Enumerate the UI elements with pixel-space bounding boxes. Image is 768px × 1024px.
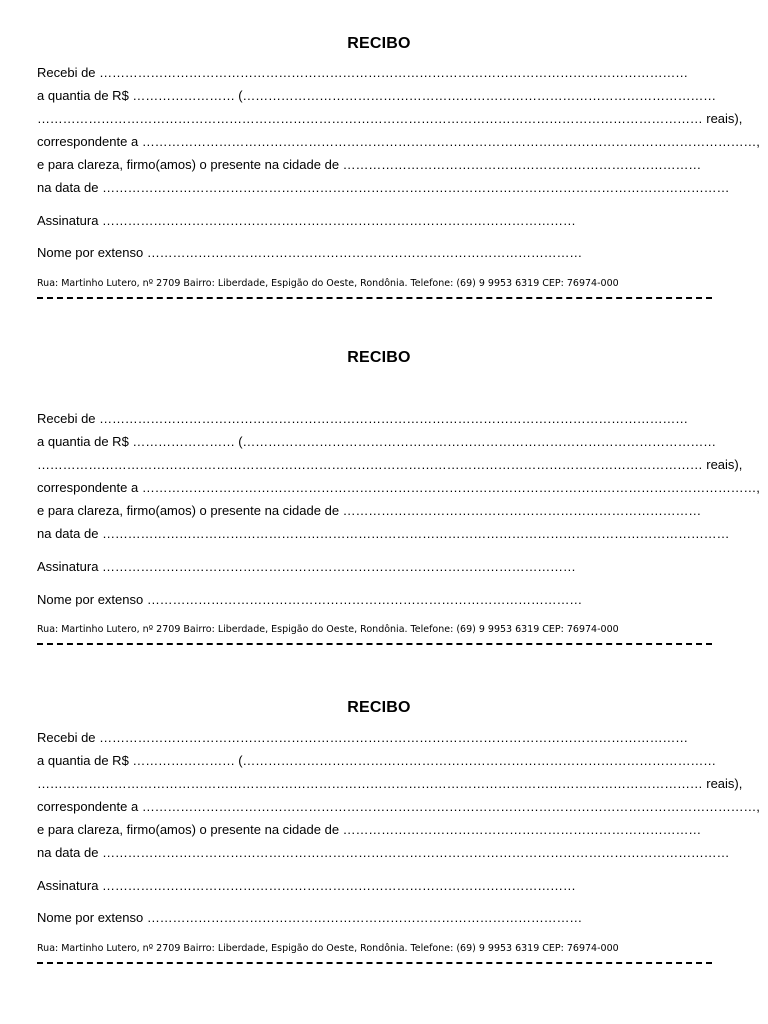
city-label: e para clareza, firmo(amos) o presente na cidade de (37, 822, 340, 837)
amount-label: a quantia de R$ (37, 88, 129, 103)
reais-suffix: reais), (706, 776, 743, 791)
signature-label: Assinatura (37, 559, 99, 574)
signature-line (37, 878, 576, 893)
corresponding-blank: ………………………………………………………………………………………………………………………………, (141, 480, 760, 495)
received-from-line (37, 65, 688, 80)
amount-words-line (37, 776, 742, 791)
cut-line-separator (37, 962, 712, 964)
address-footer: Rua: Martinho Lutero, nº 2709 Bairro: Liberdade, Espigão do Oeste, Rondônia. Telefone: (69) 9 9953 6319 CEP: 76974-000 (37, 943, 619, 954)
corresponding-blank: ………………………………………………………………………………………………………………………………, (141, 799, 760, 814)
full-name-label: Nome por extenso (37, 592, 144, 607)
full-name-line (37, 592, 582, 607)
reais-suffix: reais), (706, 457, 743, 472)
address-footer: Rua: Martinho Lutero, nº 2709 Bairro: Liberdade, Espigão do Oeste, Rondônia. Telefone: (69) 9 9953 6319 CEP: 76974-000 (37, 624, 619, 635)
receipt-title: RECIBO (347, 35, 411, 52)
receipt-title: RECIBO (347, 349, 411, 366)
received-from-blank: ………………………………………………………………………………………………………………………… (99, 411, 688, 426)
signature-line (37, 559, 576, 574)
amount-words-line (37, 457, 742, 472)
amount-words-blank: ………………………………………………………………………………………………………………………………………… (37, 457, 703, 472)
city-line (37, 503, 701, 518)
received-from-label: Recebi de (37, 411, 96, 426)
date-blank: ………………………………………………………………………………………………………………………………… (102, 180, 730, 195)
amount-line (37, 88, 716, 103)
received-from-blank: ………………………………………………………………………………………………………………………… (99, 65, 688, 80)
address-footer: Rua: Martinho Lutero, nº 2709 Bairro: Liberdade, Espigão do Oeste, Rondônia. Telefone: (69) 9 9953 6319 CEP: 76974-000 (37, 278, 619, 289)
amount-line (37, 434, 716, 449)
date-blank: ………………………………………………………………………………………………………………………………… (102, 845, 730, 860)
corresponding-blank: ………………………………………………………………………………………………………………………………, (141, 134, 760, 149)
corresponding-label: correspondente a (37, 799, 139, 814)
date-label: na data de (37, 526, 99, 541)
date-line (37, 526, 729, 541)
corresponding-line (37, 480, 760, 495)
signature-blank: ………………………………………………………………………………………………… (102, 213, 576, 228)
date-line (37, 845, 729, 860)
signature-blank: ………………………………………………………………………………………………… (102, 559, 576, 574)
received-from-line (37, 730, 688, 745)
full-name-line (37, 245, 582, 260)
signature-line (37, 213, 576, 228)
city-line (37, 822, 701, 837)
signature-label: Assinatura (37, 878, 99, 893)
received-from-label: Recebi de (37, 730, 96, 745)
amount-blank: …………………… (………………………………………………………………………………………………… (132, 753, 716, 768)
full-name-label: Nome por extenso (37, 245, 144, 260)
amount-line (37, 753, 716, 768)
corresponding-line (37, 134, 760, 149)
received-from-line (37, 411, 688, 426)
received-from-blank: ………………………………………………………………………………………………………………………… (99, 730, 688, 745)
amount-blank: …………………… (………………………………………………………………………………………………… (132, 88, 716, 103)
received-from-label: Recebi de (37, 65, 96, 80)
amount-words-blank: ………………………………………………………………………………………………………………………………………… (37, 111, 703, 126)
date-line (37, 180, 729, 195)
corresponding-line (37, 799, 760, 814)
amount-words-line (37, 111, 742, 126)
signature-label: Assinatura (37, 213, 99, 228)
city-line (37, 157, 701, 172)
corresponding-label: correspondente a (37, 134, 139, 149)
city-blank: ………………………………………………………………………… (342, 822, 702, 837)
cut-line-separator (37, 643, 712, 645)
city-blank: ………………………………………………………………………… (342, 503, 702, 518)
city-label: e para clareza, firmo(amos) o presente na cidade de (37, 503, 340, 518)
city-label: e para clareza, firmo(amos) o presente na cidade de (37, 157, 340, 172)
date-blank: ………………………………………………………………………………………………………………………………… (102, 526, 730, 541)
receipt-title: RECIBO (347, 699, 411, 716)
amount-label: a quantia de R$ (37, 753, 129, 768)
full-name-blank: ………………………………………………………………………………………… (146, 592, 583, 607)
amount-blank: …………………… (………………………………………………………………………………………………… (132, 434, 716, 449)
full-name-blank: ………………………………………………………………………………………… (146, 245, 583, 260)
date-label: na data de (37, 180, 99, 195)
date-label: na data de (37, 845, 99, 860)
reais-suffix: reais), (706, 111, 743, 126)
amount-label: a quantia de R$ (37, 434, 129, 449)
full-name-line (37, 910, 582, 925)
corresponding-label: correspondente a (37, 480, 139, 495)
full-name-blank: ………………………………………………………………………………………… (146, 910, 583, 925)
city-blank: ………………………………………………………………………… (342, 157, 702, 172)
amount-words-blank: ………………………………………………………………………………………………………………………………………… (37, 776, 703, 791)
full-name-label: Nome por extenso (37, 910, 144, 925)
cut-line-separator (37, 297, 712, 299)
signature-blank: ………………………………………………………………………………………………… (102, 878, 576, 893)
